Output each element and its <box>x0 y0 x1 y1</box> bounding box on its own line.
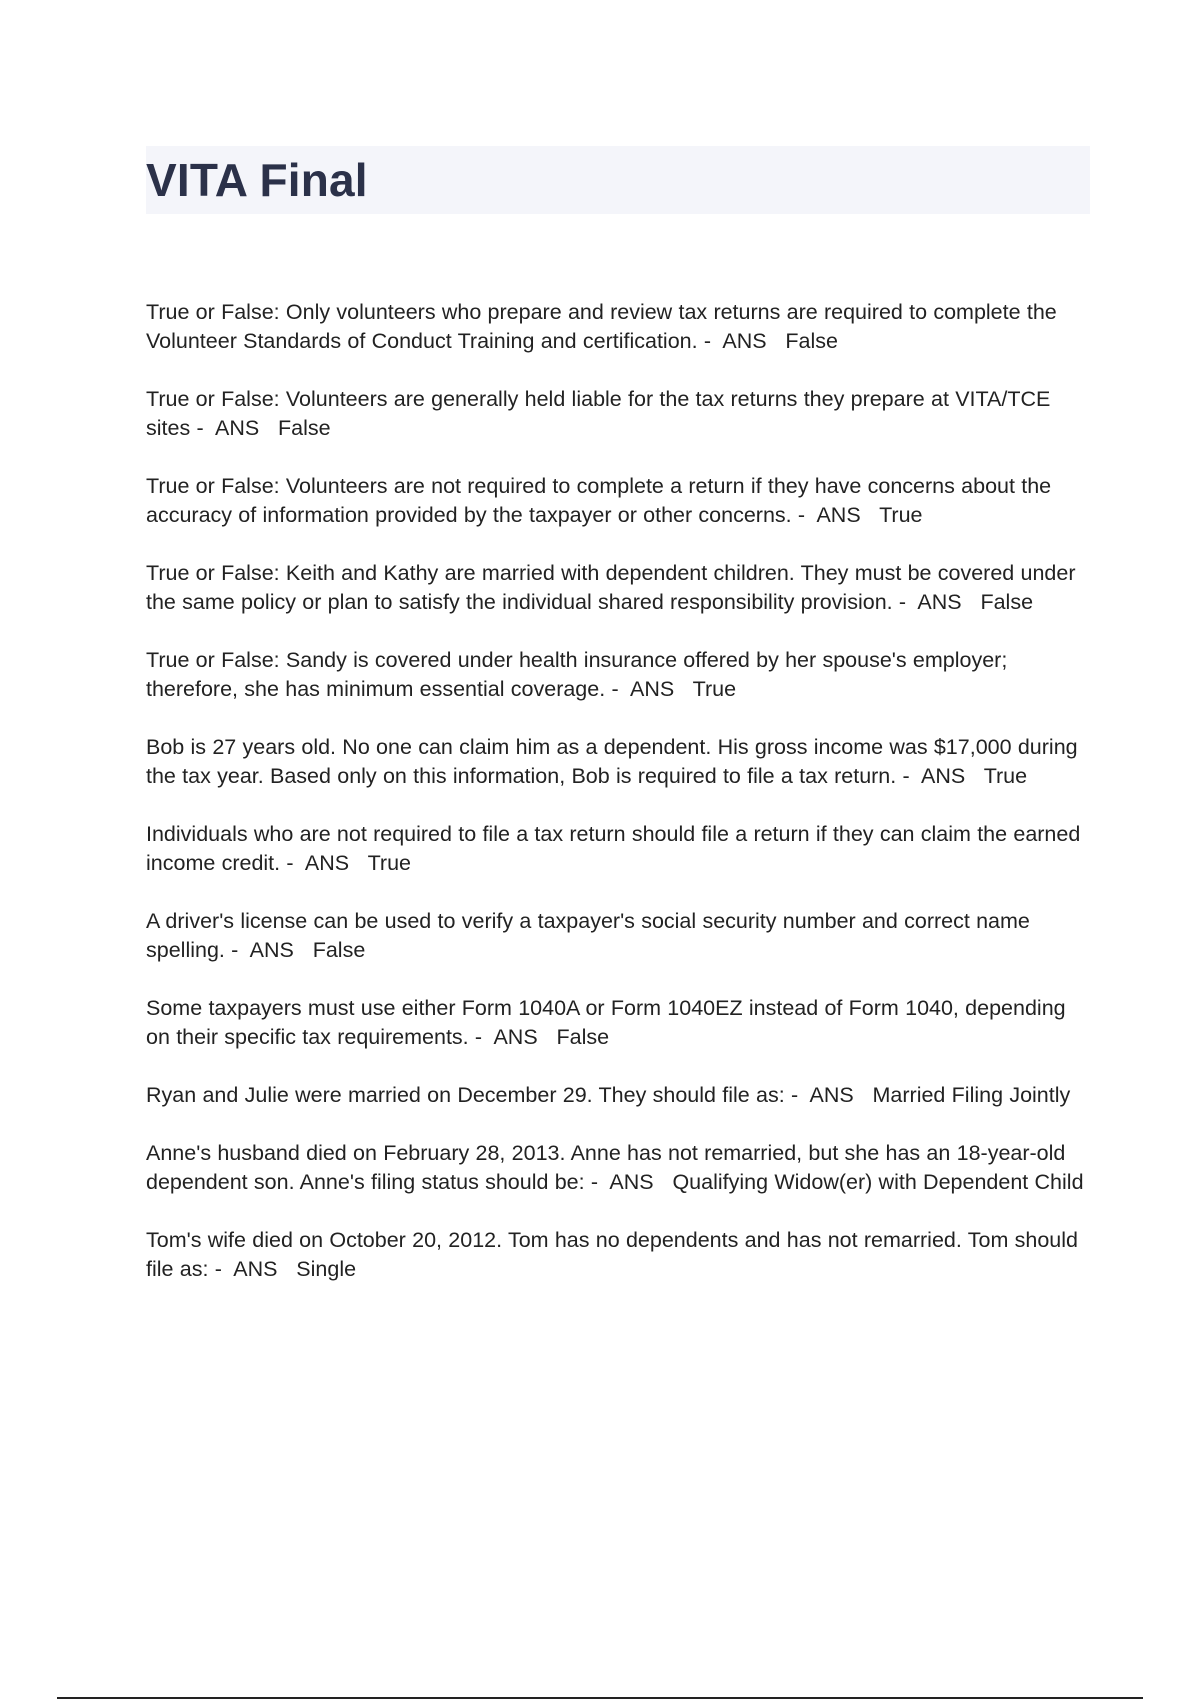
qa-item <box>146 820 1090 878</box>
answer-text: True <box>879 503 923 527</box>
question-text: True or False: Sandy is covered under health insurance offered by her spouse's employer; therefore, she has minimum essential coverage. <box>146 648 1008 701</box>
question-text: Bob is 27 years old. No one can claim him as a dependent. His gross income was $17,000 during the tax year. Based only on this information, Bob is required to file a tax return. <box>146 735 1078 788</box>
answer-text: False <box>278 416 331 440</box>
answer-separator: - ANS <box>280 851 368 875</box>
question-text: True or False: Only volunteers who prepare and review tax returns are required to complete the Volunteer Standards of Conduct Training and certification. <box>146 300 1057 353</box>
answer-text: False <box>785 329 838 353</box>
question-text: Ryan and Julie were married on December 29. They should file as: <box>146 1083 785 1107</box>
qa-item <box>146 733 1090 791</box>
answer-separator: - ANS <box>784 1083 873 1107</box>
qa-item <box>146 1139 1090 1197</box>
answer-text: True <box>692 677 737 701</box>
answer-separator: - ANS <box>697 329 786 353</box>
page-title: VITA Final <box>146 154 368 206</box>
answer-text: True <box>367 851 411 875</box>
question-text: Individuals who are not required to file a tax return should file a return if they can claim the earned income credit. <box>146 822 1081 875</box>
answer-separator: - ANS <box>896 764 984 788</box>
qa-item <box>146 472 1090 530</box>
qa-item <box>146 646 1090 704</box>
answer-separator: - ANS <box>468 1025 557 1049</box>
answer-separator: - ANS <box>208 1257 297 1281</box>
qa-item <box>146 385 1090 443</box>
answer-separator: - ANS <box>605 677 693 701</box>
question-text: True or False: Volunteers are not required to complete a return if they have concerns about the accuracy of information provided by the taxpayer or other concerns. <box>146 474 1052 527</box>
question-text: True or False: Volunteers are generally held liable for the tax returns they prepare at VITA/TCE sites <box>146 387 1051 440</box>
qa-item <box>146 298 1090 356</box>
answer-separator: - ANS <box>892 590 981 614</box>
question-text: Tom's wife died on October 20, 2012. Tom has no dependents and has not remarried. Tom should file as: <box>146 1228 1078 1281</box>
answer-text: True <box>983 764 1028 788</box>
answer-text: False <box>980 590 1034 614</box>
question-answer-list <box>146 298 1090 1313</box>
qa-item <box>146 559 1090 617</box>
qa-item <box>146 994 1090 1052</box>
answer-text: Married Filing Jointly <box>872 1083 1071 1107</box>
qa-item <box>146 1226 1090 1284</box>
question-text: A driver's license can be used to verify a taxpayer's social security number and correct name spelling. <box>146 909 1030 962</box>
footer-divider <box>57 1697 1143 1699</box>
answer-text: False <box>312 938 366 962</box>
answer-separator: - ANS <box>584 1170 673 1194</box>
question-text: Anne's husband died on February 28, 2013. Anne has not remarried, but she has an 18-year-old dependent son. Anne's filing status should be: <box>146 1141 1066 1194</box>
answer-text: False <box>556 1025 610 1049</box>
answer-separator: - ANS <box>791 503 880 527</box>
question-text: True or False: Keith and Kathy are married with dependent children. They must be covered under the same policy or plan to satisfy the individual shared responsibility provision. <box>146 561 1076 614</box>
answer-text: Single <box>296 1257 357 1281</box>
title-banner <box>146 146 1090 214</box>
answer-separator: - ANS <box>224 938 313 962</box>
qa-item <box>146 1081 1090 1110</box>
answer-text: Qualifying Widow(er) with Dependent Child <box>672 1170 1084 1194</box>
answer-separator: - ANS <box>190 416 279 440</box>
question-text: Some taxpayers must use either Form 1040A or Form 1040EZ instead of Form 1040, depending on their specific tax requirements. <box>146 996 1066 1049</box>
qa-item <box>146 907 1090 965</box>
